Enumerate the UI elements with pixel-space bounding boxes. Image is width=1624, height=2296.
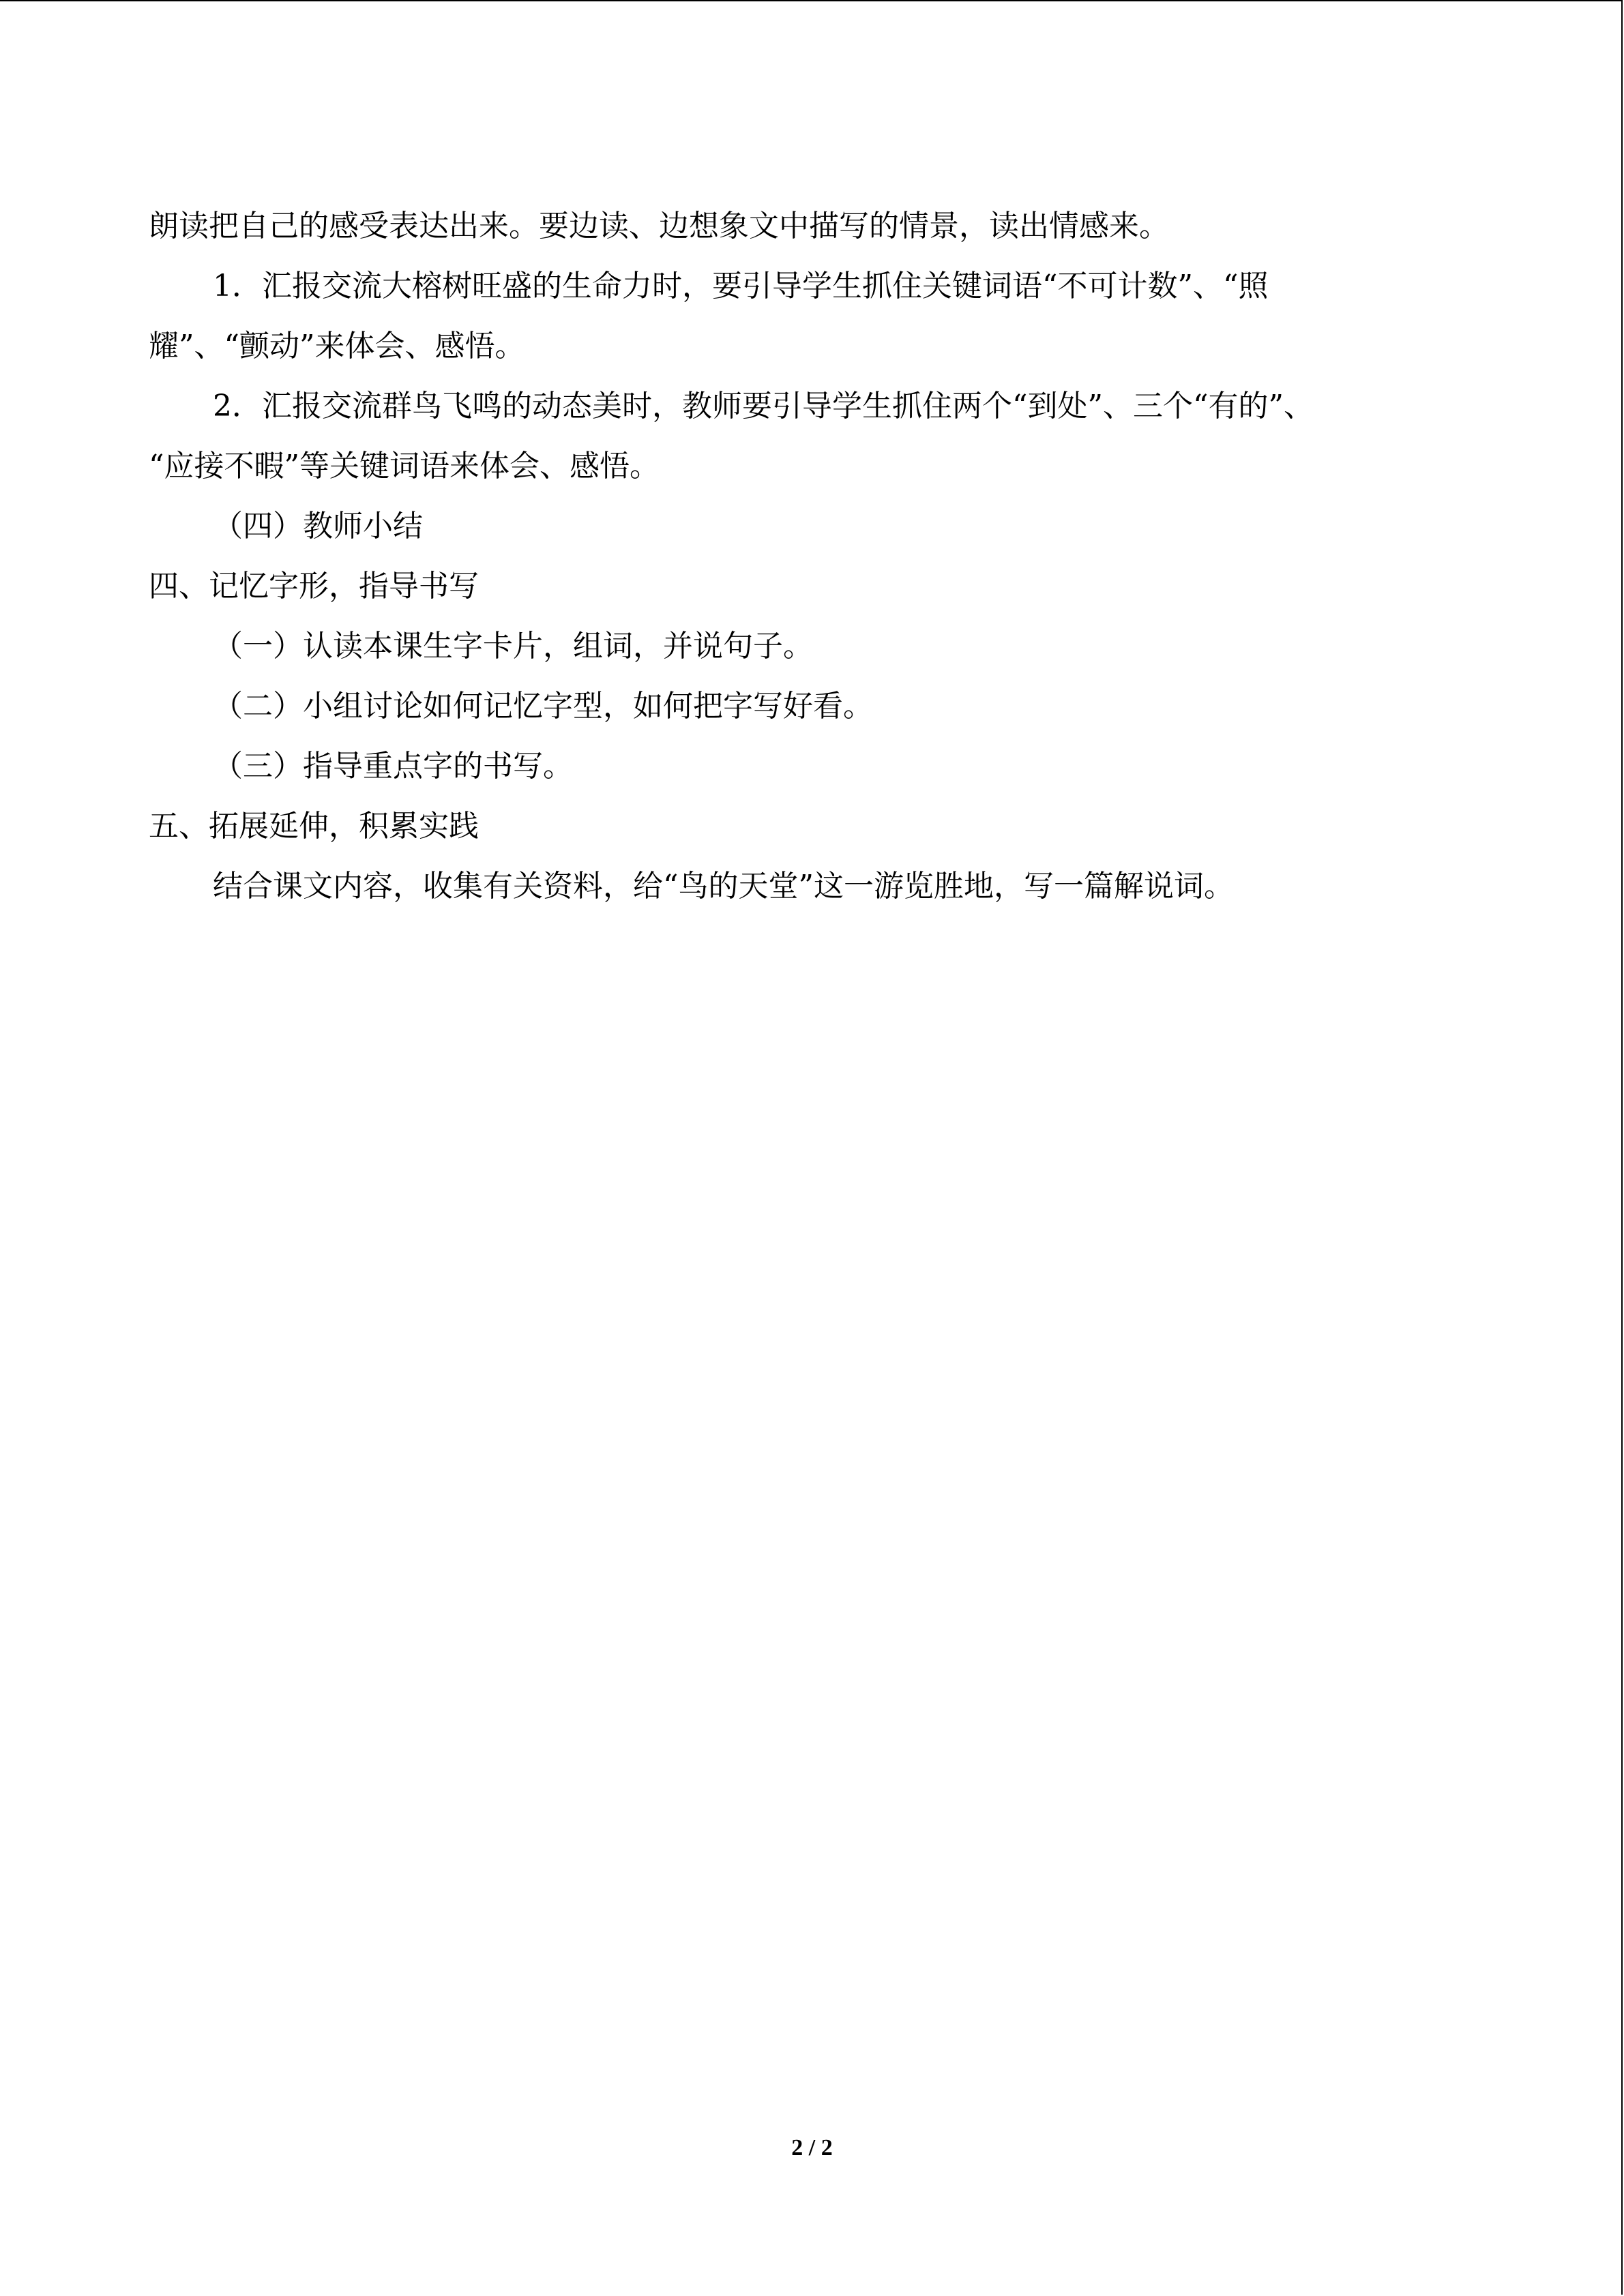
list-item-1-continuation: 耀”、“颤动”来体会、感悟。: [149, 329, 525, 363]
page-number: 2 / 2: [791, 2135, 833, 2160]
subheading-teacher-summary: （四）教师小结: [213, 509, 423, 543]
subheading-4-3: （三）指导重点字的书写。: [213, 749, 573, 784]
section-heading-5: 五、拓展延伸，积累实践: [149, 809, 479, 844]
subheading-4-2: （二）小组讨论如何记忆字型，如何把字写好看。: [213, 689, 873, 724]
paragraph-continuation: 朗读把自己的感受表达出来。要边读、边想象文中描写的情景，读出情感来。: [149, 209, 1169, 243]
list-item-2: 2．汇报交流群鸟飞鸣的动态美时，教师要引导学生抓住两个“到处”、三个“有的”、: [213, 389, 1314, 423]
subheading-4-1: （一）认读本课生字卡片，组词，并说句子。: [213, 629, 813, 664]
list-item-2-continuation: “应接不暇”等关键词语来体会、感悟。: [149, 449, 660, 483]
section-heading-4: 四、记忆字形，指导书写: [149, 569, 479, 603]
section-5-body: 结合课文内容，收集有关资料，给“鸟的天堂”这一游览胜地，写一篇解说词。: [213, 869, 1234, 904]
list-item-1: 1．汇报交流大榕树旺盛的生命力时，要引导学生抓住关键词语“不可计数”、“照: [213, 269, 1269, 303]
